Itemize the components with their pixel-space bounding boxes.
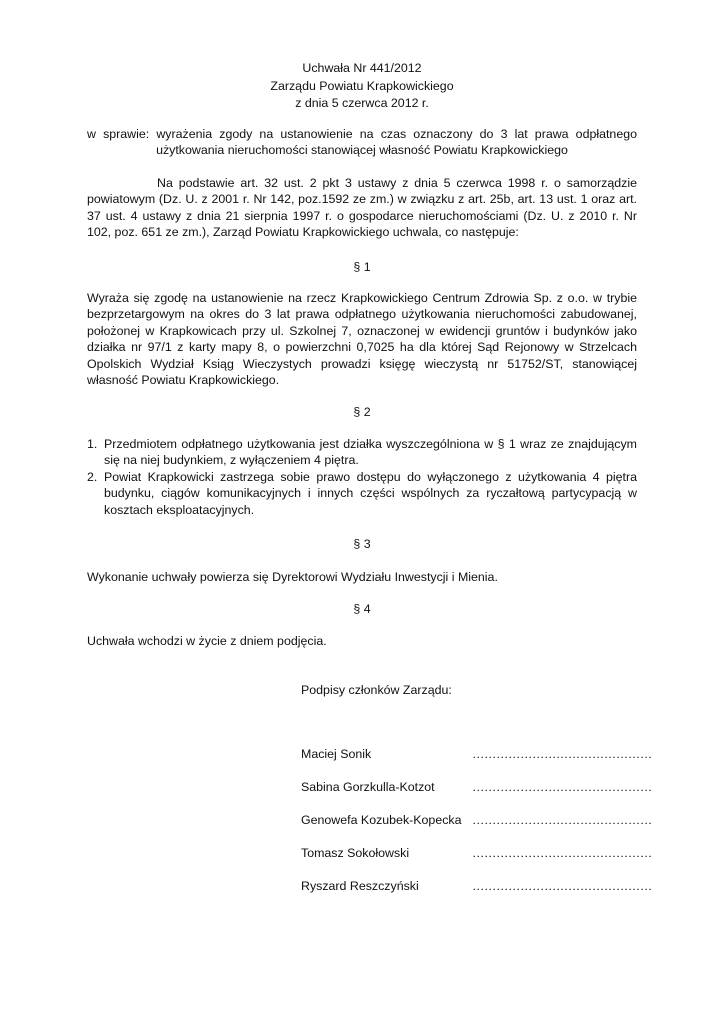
list-item xyxy=(87,436,637,469)
board-member-name: Maciej Sonik xyxy=(301,747,372,761)
resolution-date: z dnia 5 czerwca 2012 r. xyxy=(295,96,429,110)
section-3-mark: § 3 xyxy=(353,537,371,551)
signature-line: ……………………………………… xyxy=(472,813,652,827)
resolution-subject xyxy=(87,126,637,159)
board-member-name: Genowefa Kozubek-Kopecka xyxy=(301,813,462,827)
issuing-body: Zarządu Powiatu Krapkowickiego xyxy=(270,78,454,93)
section-3-text: Wykonanie uchwały powierza się Dyrektorowi Wydziału Inwestycji i Mienia. xyxy=(87,570,498,584)
section-3-body xyxy=(87,569,637,585)
board-member-name: Sabina Gorzkulla-Kotzot xyxy=(301,780,435,794)
section-4-mark: § 4 xyxy=(353,602,371,616)
signature-row xyxy=(301,746,652,763)
signature-line: ……………………………………… xyxy=(472,747,652,761)
list-item xyxy=(87,469,637,518)
list-item-number: 1. xyxy=(87,437,98,451)
section-1-mark: § 1 xyxy=(353,260,371,274)
section-2-list xyxy=(87,436,637,518)
signature-line: ……………………………………… xyxy=(472,846,652,860)
section-1-body xyxy=(87,290,637,388)
section-2-mark: § 2 xyxy=(353,405,371,419)
board-member-name: Ryszard Reszczyński xyxy=(301,879,419,893)
section-4-text: Uchwała wchodzi w życie z dniem podjęcia. xyxy=(87,634,327,648)
list-item-text: Przedmiotem odpłatnego użytkowania jest działka wyszczególniona w § 1 wraz ze znajdującym się na niej budynkiem, z wyłączeniem 4 piętra. xyxy=(104,437,637,468)
signature-line: ……………………………………… xyxy=(472,780,652,794)
legal-basis-text: Na podstawie art. 32 ust. 2 pkt 3 ustawy z dnia 5 czerwca 1998 r. o samorządzie powiatowym (Dz. U. z 2001 r. Nr 142, poz.1592 ze zm.) w związku z art. 25b, art. 13 ust. 1 oraz art. 37 ust. 4 ustawy z dnia 21 sierpnia 1997 r. o gospodarce nieruchomościami (Dz. U. z 2010 r. Nr 102, poz. 651 ze zm.), Zarząd Powiatu Krapkowickiego uchwala, co następuje: xyxy=(87,176,637,240)
subject-line-2: użytkowania nieruchomości stanowiącej własność Powiatu Krapkowickiego xyxy=(156,143,568,158)
signature-line: ……………………………………… xyxy=(472,879,652,893)
section-4-body xyxy=(87,633,637,649)
board-member-name: Tomasz Sokołowski xyxy=(301,846,410,860)
list-item-text: Powiat Krapkowicki zastrzega sobie prawo dostępu do wyłączonego z użytkowania 4 piętra budynku, ciągów komunikacyjnych i innych części wspólnych za ryczałtową partycypacją w kosztach eksploatacyjnych. xyxy=(104,469,637,517)
signatures-title: Podpisy członków Zarządu: xyxy=(301,683,452,697)
section-1-text: Wyraża się zgodę na ustanowienie na rzecz Krapkowickiego Centrum Zdrowia Sp. z o.o. w trybie bezprzetargowym na okres do 3 lat prawa odpłatnego użytkowania nieruchomości zabudowanej, położonej w Krapkowicach przy ul. Szkolnej 7, oznaczonej w ewidencji gruntów i budynków jako działka nr 97/1 z karty mapy 8, o powierzchni 0,7025 ha dla której Sąd Rejonowy w Strzelcach Opolskich Wydział Ksiąg Wieczystych prowadzi księgę wieczystą nr 51752/ST, stanowiącej własność Powiatu Krapkowickiego. xyxy=(87,291,637,388)
legal-basis xyxy=(87,175,637,241)
resolution-header xyxy=(0,60,724,113)
signature-row xyxy=(301,812,652,829)
subject-line-1: w sprawie: wyrażenia zgody na ustanowienie na czas oznaczony do 3 lat prawa odpłatnego xyxy=(87,127,637,141)
section-2-body xyxy=(87,436,637,518)
resolution-number: Uchwała Nr 441/2012 xyxy=(302,61,422,75)
signature-row xyxy=(301,845,652,862)
signature-row xyxy=(301,878,652,895)
list-item-number: 2. xyxy=(87,469,98,484)
signature-row xyxy=(301,779,652,796)
